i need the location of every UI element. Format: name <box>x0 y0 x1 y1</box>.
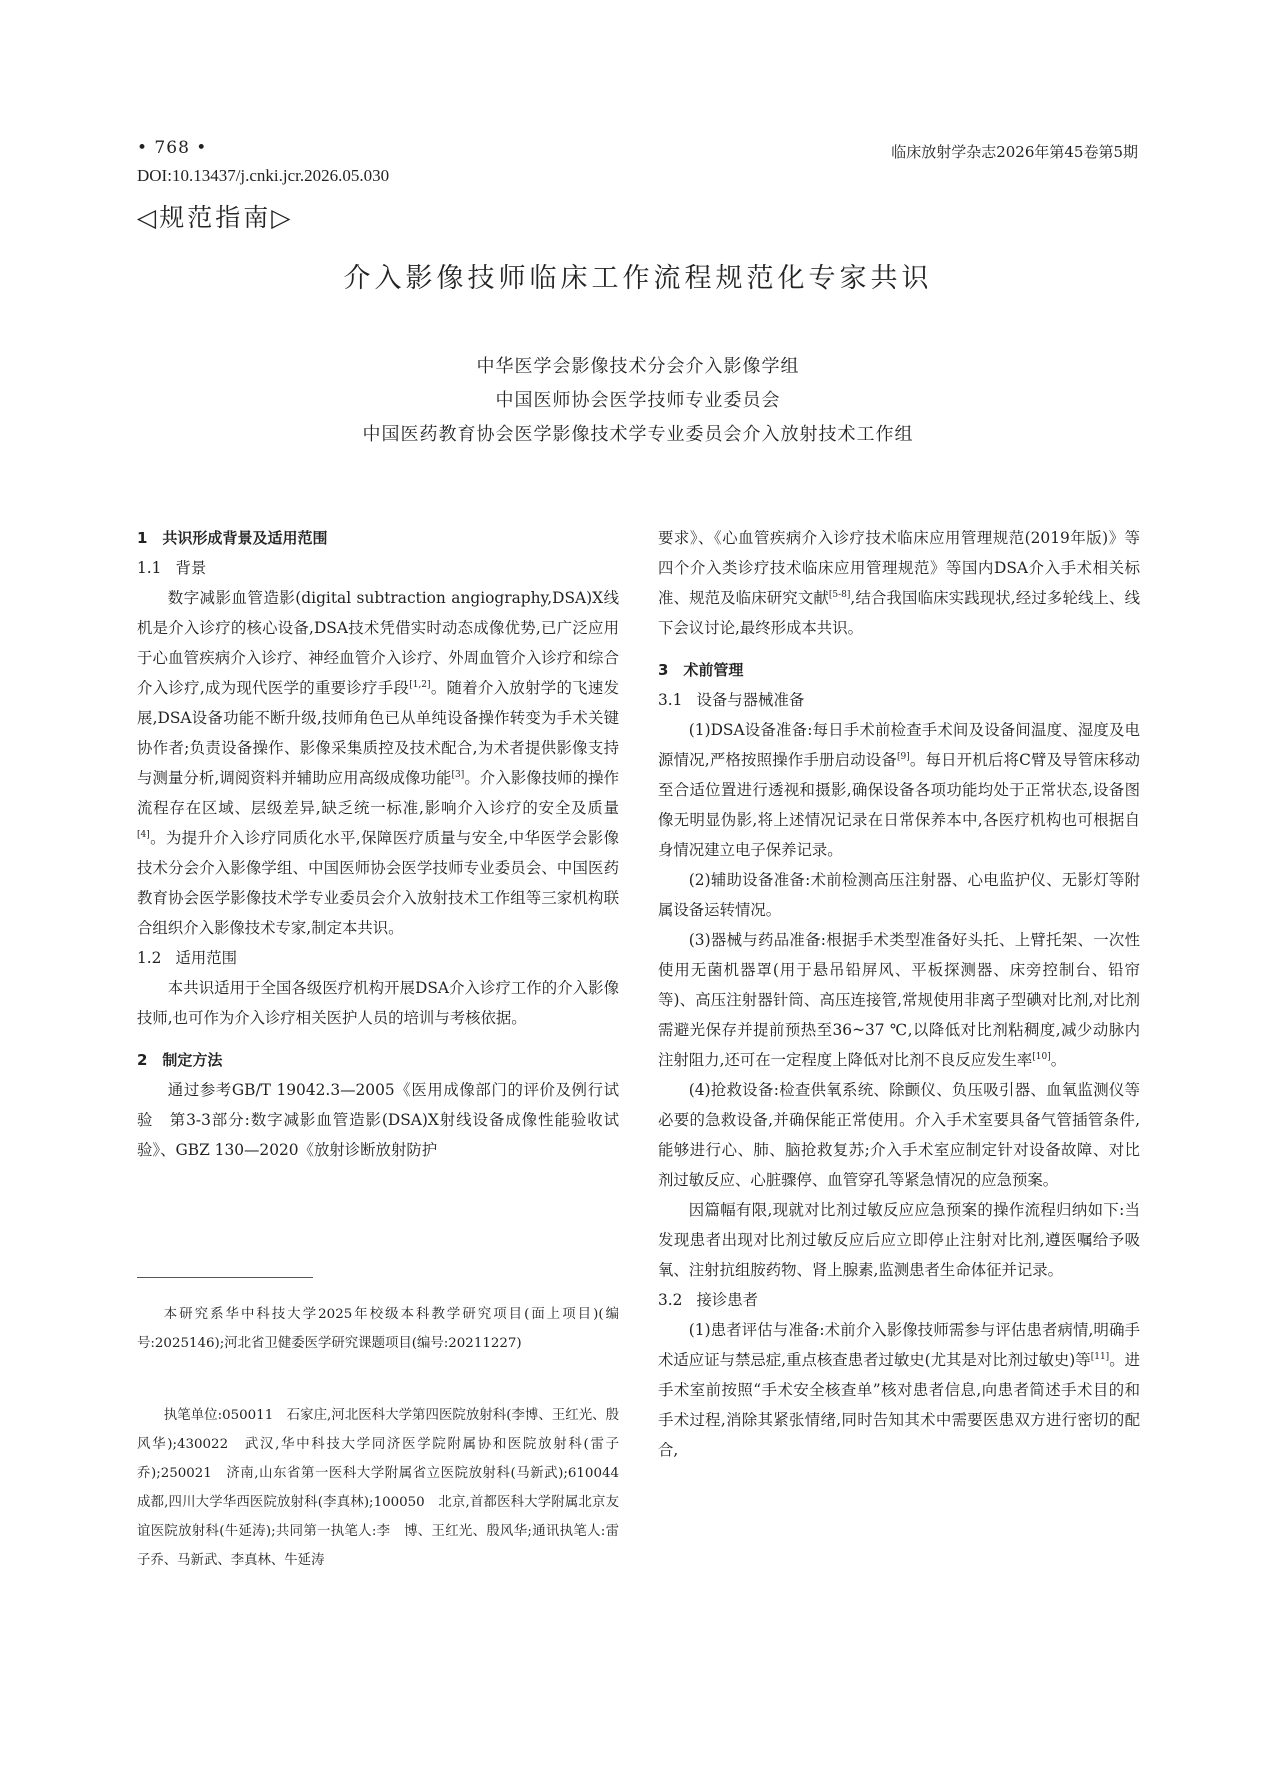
left-column <box>137 523 619 1268</box>
section-heading: 2 制定方法 <box>137 1051 223 1069</box>
subsection-number: 1.2 <box>137 949 162 967</box>
subsection-number: 3.2 <box>658 1291 683 1309</box>
section-heading: 1 共识形成背景及适用范围 <box>137 529 328 547</box>
subsection-heading <box>137 553 619 583</box>
author-group: 中国医药教育协会医学影像技术学专业委员会介入放射技术工作组 <box>362 424 914 445</box>
citation[interactable]: [5-8] <box>828 589 851 600</box>
body-paragraph: (1)DSA设备准备:每日手术前检查手术间及设备间温度、湿度及电源情况,严格按照操作手册启动设备[9]。每日开机后将C臂及导管床移动至合适位置进行透视和摄影,确保设备各项功能均处于正常状态,设备图像无明显伪影,将上述情况记录在日常保养本中,各医疗机构也可根据自身情况建立电子保养记录。 <box>658 721 1140 859</box>
right-column <box>658 523 1140 1685</box>
body-paragraph: 数字减影血管造影(digital subtraction angiography,DSA)X线机是介入诊疗的核心设备,DSA技术凭借实时动态成像优势,已广泛应用于心血管疾病介入诊疗、神经血管介入诊疗、外周血管介入诊疗和综合介入诊疗,成为现代医学的重要诊疗手段[1,2]。随着介入放射学的飞速发展,DSA设备功能不断升级,技师角色已从单纯设备操作转变为手术关键协作者;负责设备操作、影像采集质控及技术配合,为术者提供影像支持与测量分析,调阅资料并辅助应用高级成像功能[3]。介入影像技师的操作流程存在区域、层级差异,缺乏统一标准,影响介入诊疗的安全及质量[4]。为提升介入诊疗同质化水平,保障医疗质量与安全,中华医学会影像技术分会介入影像学组、中国医师协会医学技师专业委员会、中国医药教育协会医学影像技术学专业委员会介入放射技术工作组等三家机构联合组织介入影像技术专家,制定本共识。 <box>137 589 619 937</box>
subsection-number: 1.1 <box>137 559 162 577</box>
citation[interactable]: [3] <box>451 769 465 780</box>
page-number: • 768 • <box>137 138 208 158</box>
subsection-number: 3.1 <box>658 691 683 709</box>
footnote-divider <box>137 1277 313 1278</box>
article-title: 介入影像技师临床工作流程规范化专家共识 <box>343 263 933 294</box>
citation[interactable]: [9] <box>896 751 910 762</box>
subsection-heading <box>658 685 1140 715</box>
body-paragraph: 本共识适用于全国各级医疗机构开展DSA介入诊疗工作的介入影像技师,也可作为介入诊疗相关医护人员的培训与考核依据。 <box>137 979 619 1027</box>
author-group: 中国医师协会医学技师专业委员会 <box>495 390 781 411</box>
body-paragraph: (2)辅助设备准备:术前检测高压注射器、心电监护仪、无影灯等附属设备运转情况。 <box>658 871 1140 919</box>
body-paragraph: 因篇幅有限,现就对比剂过敏反应应急预案的操作流程归纳如下:当发现患者出现对比剂过敏反应后应立即停止注射对比剂,遵医嘱给予吸氧、注射抗组胺药物、肾上腺素,监测患者生命体征并记录。 <box>658 1201 1140 1279</box>
subsection-title: 适用范围 <box>175 949 238 967</box>
body-paragraph: 要求》、《心血管疾病介入诊疗技术临床应用管理规范(2019年版)》等四个介入类诊疗技术临床应用管理规范》等国内DSA介入手术相关标准、规范及临床研究文献[5-8],结合我国临床实践现状,经过多轮线上、线下会议讨论,最终形成本共识。 <box>658 529 1140 637</box>
citation[interactable]: [11] <box>1090 1351 1110 1362</box>
body-paragraph: (1)患者评估与准备:术前介入影像技师需参与评估患者病情,明确手术适应证与禁忌症,重点核查患者过敏史(尤其是对比剂过敏史)等[11]。进手术室前按照“手术安全核查单”核对患者信息,向患者简述手术目的和手术过程,消除其紧张情绪,同时告知其术中需要医患双方进行密切的配合, <box>658 1321 1140 1459</box>
subsection-heading <box>137 943 619 973</box>
citation[interactable]: [1,2] <box>409 679 431 690</box>
journal-header: 临床放射学杂志2026年第45卷第5期 <box>891 143 1138 161</box>
author-group: 中华医学会影像技术分会介入影像学组 <box>476 356 800 377</box>
subsection-heading <box>658 1285 1140 1315</box>
subsection-title: 背景 <box>175 559 207 577</box>
subsection-title: 接诊患者 <box>696 1291 759 1309</box>
subsection-title: 设备与器械准备 <box>696 691 805 709</box>
citation[interactable]: [10] <box>1032 1051 1051 1062</box>
body-paragraph: (3)器械与药品准备:根据手术类型准备好头托、上臂托架、一次性使用无菌机器罩(用于悬吊铅屏风、平板探测器、床旁控制台、铅帘等)、高压注射器针筒、高压连接管,常规使用非离子型碘对比剂,对比剂需避光保存并提前预热至36~37 ℃,以降低对比剂粘稠度,减少动脉内注射阻力,还可在一定程度上降低对比剂不良反应发生率[10]。 <box>658 931 1140 1069</box>
body-paragraph: 通过参考GB/T 19042.3—2005《医用成像部门的评价及例行试验 第3-3部分:数字减影血管造影(DSA)X射线设备成像性能验收试验》、GBZ 130—2020《放射诊断放射防护 <box>137 1081 619 1159</box>
author-groups <box>0 350 1276 452</box>
doi[interactable]: DOI:10.13437/j.cnki.jcr.2026.05.030 <box>137 166 390 185</box>
citation[interactable]: [4] <box>137 829 150 840</box>
body-paragraph: (4)抢救设备:检查供氧系统、除颤仪、负压吸引器、血氧监测仪等必要的急救设备,并确保能正常使用。介入手术室要具备气管插管条件,能够进行心、肺、脑抢救复苏;介入手术室应制定针对设备故障、对比剂过敏反应、心脏骤停、血管穿孔等紧急情况的应急预案。 <box>658 1081 1140 1189</box>
section-heading: 3 术前管理 <box>658 661 744 679</box>
funding-footnote: 本研究系华中科技大学2025年校级本科教学研究项目(面上项目)(编号:2025146);河北省卫健委医学研究课题项目(编号:20211227) <box>137 1307 619 1351</box>
affiliation-footnote: 执笔单位:050011 石家庄,河北医科大学第四医院放射科(李博、王红光、殷风华);430022 武汉,华中科技大学同济医学院附属协和医院放射科(雷子乔);250021 济南,山东省第一医科大学附属省立医院放射科(马新武);610044 成都,四川大学华西医院放射科(李真林);100050 北京,首都医科大学附属北京友谊医院放射科(牛延涛);共同第一执笔人:李 博、王红光、殷风华;通讯执笔人:雷子乔、马新武、李真林、牛延涛 <box>137 1408 633 1568</box>
section-label: ◁规范指南▷ <box>137 203 294 232</box>
